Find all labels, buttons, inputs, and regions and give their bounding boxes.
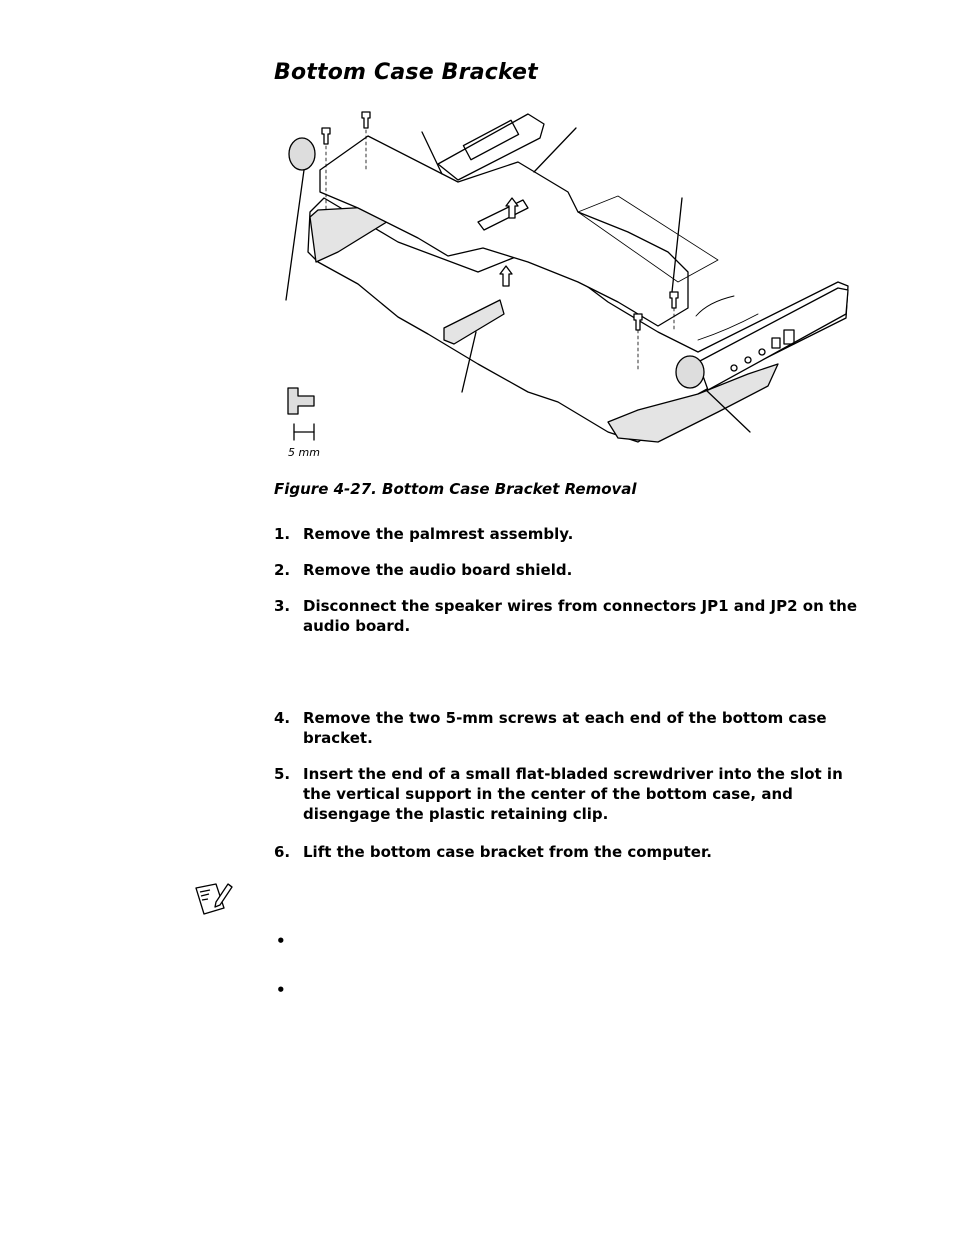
note-pencil-icon	[194, 880, 234, 916]
step-text: Remove the palmrest assembly.	[303, 525, 574, 543]
step-number: 1.	[274, 525, 291, 543]
page-title: Bottom Case Bracket	[274, 60, 538, 85]
note-bullet: •	[276, 932, 286, 950]
note-bullet: •	[276, 981, 286, 999]
bracket-removal-figure	[278, 102, 854, 462]
figure-caption: Figure 4-27. Bottom Case Bracket Removal	[274, 480, 637, 498]
step-text: Disconnect the speaker wires from connectors JP1 and JP2 on the audio board.	[303, 597, 858, 635]
step-number: 2.	[274, 561, 291, 579]
step-text: Insert the end of a small flat-bladed screwdriver into the slot in the vertical support in the center of the bottom case, and disengage the plastic retaining clip.	[303, 765, 843, 823]
scale-label: 5 mm	[288, 446, 320, 459]
step-text: Lift the bottom case bracket from the computer.	[303, 843, 712, 861]
step-number: 6.	[274, 843, 291, 861]
step-text: Remove the audio board shield.	[303, 561, 573, 579]
step-number: 4.	[274, 709, 291, 727]
step-number: 3.	[274, 597, 291, 615]
step-number: 5.	[274, 765, 291, 783]
bracket-exploded-view	[278, 102, 854, 462]
step-text: Remove the two 5-mm screws at each end of the bottom case bracket.	[303, 709, 827, 747]
